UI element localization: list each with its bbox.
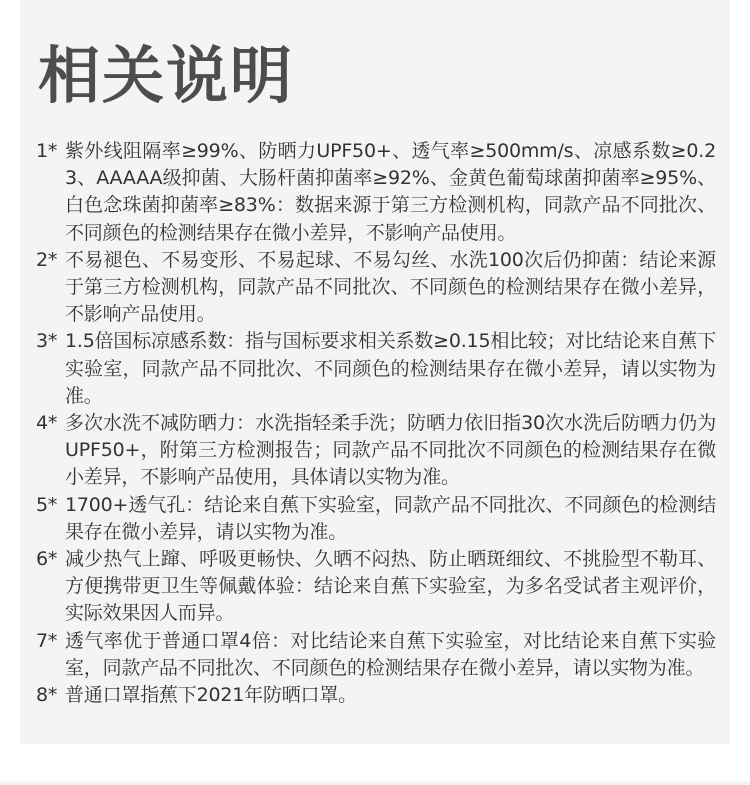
note-text: 紫外线阻隔率≥99%、防晒力UPF50+、透气率≥500mm/s、凉感系数≥0.23、AAAAA级抑菌、大肠杆菌抑菌率≥92%、金黄色葡萄球菌抑菌率≥95%、白色念珠菌抑菌率≥83%：数据来源于第三方检测机构，同款产品不同批次、不同颜色的检测结果存在微小差异，不影响产品使用。: [65, 140, 716, 244]
note-marker: 3*: [36, 330, 58, 353]
note-item-8: [36, 682, 716, 709]
note-marker: 6*: [36, 548, 58, 571]
note-text: 1700+透气孔：结论来自蕉下实验室，同款产品不同批次、不同颜色的检测结果存在微小差异，请以实物为准。: [65, 493, 716, 543]
bottom-divider: [0, 781, 750, 785]
note-marker: 2*: [36, 248, 58, 271]
note-text: 透气率优于普通口罩4倍：对比结论来自蕉下实验室，对比结论来自蕉下实验室，同款产品不同批次、不同颜色的检测结果存在微小差异，请以实物为准。: [65, 629, 716, 679]
note-marker: 7*: [36, 629, 58, 652]
note-item-4: [36, 410, 716, 492]
note-marker: 5*: [36, 493, 58, 516]
note-text: 1.5倍国标凉感系数：指与国标要求相关系数≥0.15相比较；对比结论来自蕉下实验室，同款产品不同批次、不同颜色的检测结果存在微小差异，请以实物为准。: [65, 330, 716, 407]
note-item-5: [36, 492, 716, 546]
note-text: 减少热气上蹿、呼吸更畅快、久晒不闷热、防止晒斑细纹、不挑脸型不勒耳、方便携带更卫生等佩戴体验：结论来自蕉下实验室，为多名受试者主观评价，实际效果因人而异。: [65, 548, 716, 625]
note-marker: 1*: [36, 140, 58, 162]
notes-list: [36, 138, 716, 709]
page-title: 相关说明: [38, 39, 295, 112]
note-item-1: [36, 138, 716, 247]
note-text: 普通口罩指蕉下2021年防晒口罩。: [65, 684, 357, 707]
note-marker: 8*: [36, 684, 58, 707]
note-item-3: [36, 328, 716, 410]
note-marker: 4*: [36, 412, 58, 435]
note-item-6: [36, 546, 716, 628]
note-text: 多次水洗不减防晒力：水洗指轻柔手洗；防晒力依旧指30次水洗后防晒力仍为UPF50+，附第三方检测报告；同款产品不同批次不同颜色的检测结果存在微小差异，不影响产品使用，具体请以实物为准。: [65, 412, 716, 489]
note-item-7: [36, 628, 716, 682]
note-item-2: [36, 247, 716, 329]
note-text: 不易褪色、不易变形、不易起球、不易勾丝、水洗100次后仍抑菌：结论来源于第三方检测机构，同款产品不同批次、不同颜色的检测结果存在微小差异，不影响产品使用。: [65, 248, 716, 326]
